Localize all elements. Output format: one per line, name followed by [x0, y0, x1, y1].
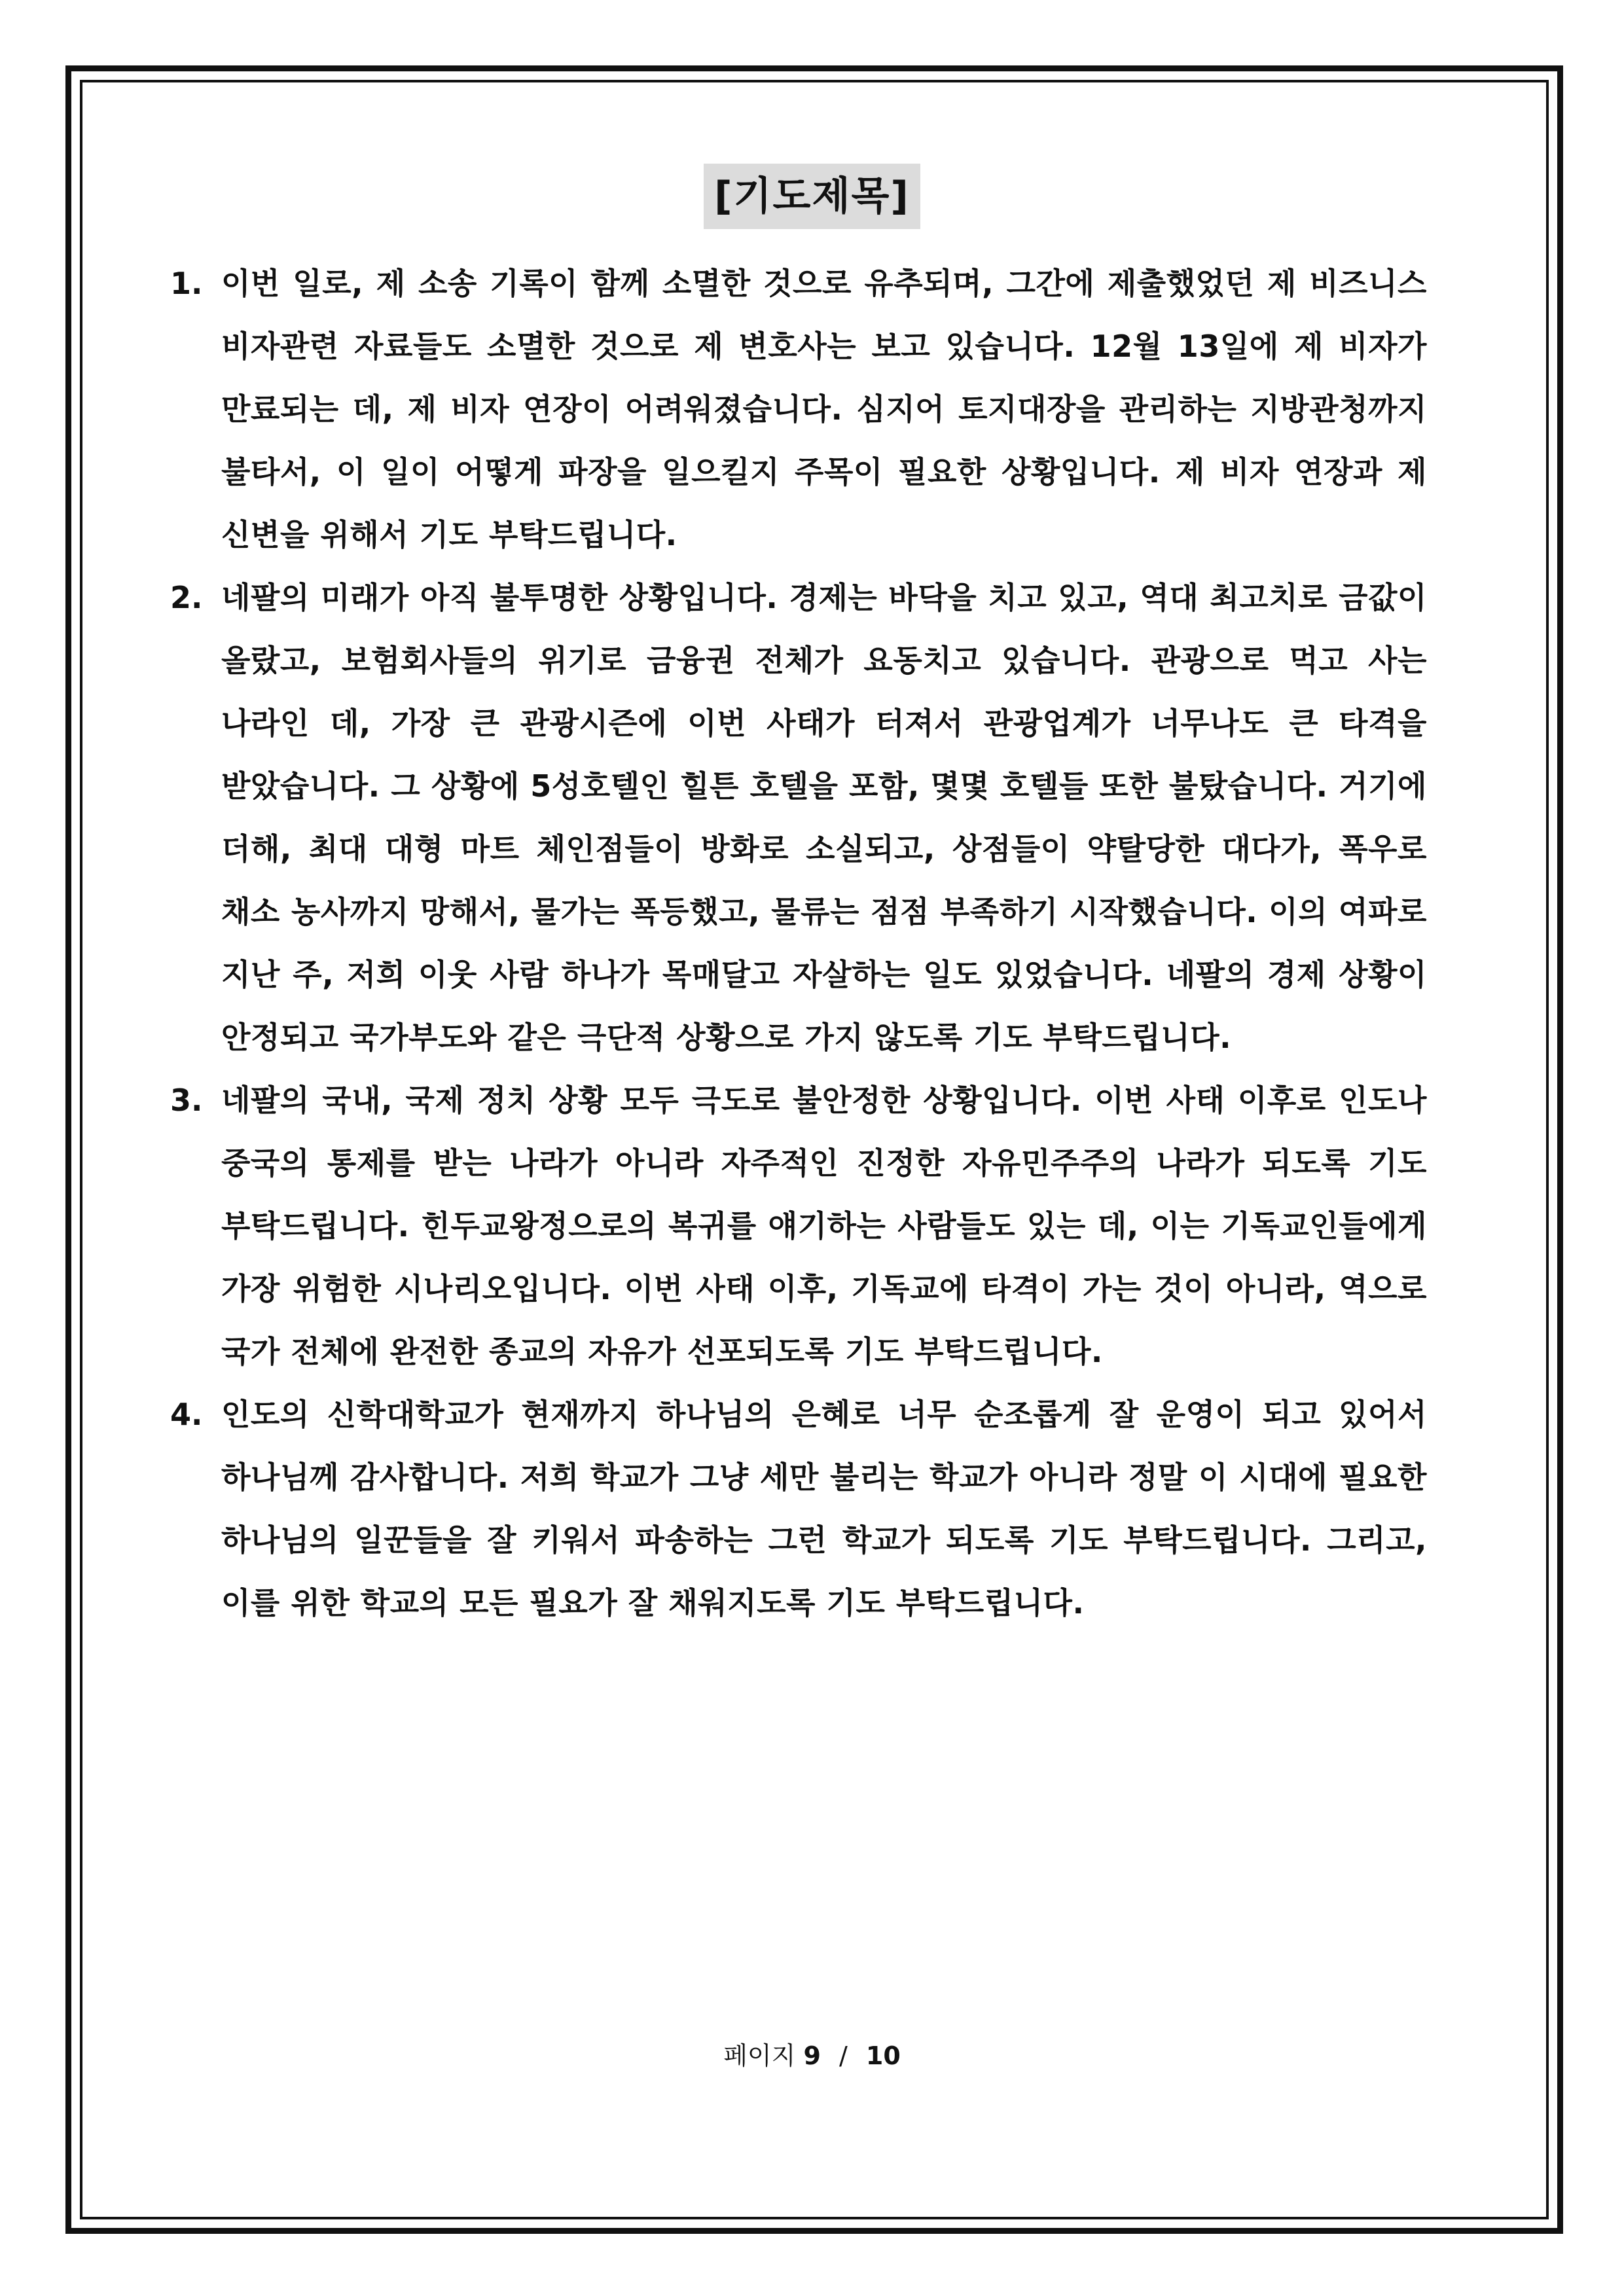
list-item	[170, 252, 1427, 566]
item-number: 4.	[170, 1397, 203, 1432]
item-number: 1.	[170, 266, 203, 301]
page-total: 10	[865, 2041, 901, 2070]
page-footer	[0, 2036, 1624, 2072]
list-item	[170, 1383, 1427, 1634]
page-separator: /	[839, 2041, 848, 2070]
item-text: 인도의 신학대학교가 현재까지 하나님의 은혜로 너무 순조롭게 잘 운영이 되고 있어서 하나님께 감사합니다. 저희 학교가 그냥 세만 불리는 학교가 아니라 정말 이 시대에 필요한 하나님의 일꾼들을 잘 키워서 파송하는 그런 학교가 되도록 기도 부탁드립니다. 그리고, 이를 위한 학교의 모든 필요가 잘 채워지도록 기도 부탁드립니다.	[221, 1397, 1427, 1621]
item-text: 이번 일로, 제 소송 기록이 함께 소멸한 것으로 유추되며, 그간에 제출했었던 제 비즈니스 비자관련 자료들도 소멸한 것으로 제 변호사는 보고 있습니다. 12월 13일에 제 비자가 만료되는 데, 제 비자 연장이 어려워졌습니다. 심지어 토지대장을 관리하는 지방관청까지 불타서, 이 일이 어떻게 파장을 일으킬지 주목이 필요한 상황입니다. 제 비자 연장과 제 신변을 위해서 기도 부탁드립니다.	[221, 266, 1427, 552]
item-number: 3.	[170, 1083, 203, 1118]
list-item	[170, 566, 1427, 1069]
prayer-list	[170, 252, 1427, 1634]
list-item	[170, 1069, 1427, 1383]
title-container	[0, 164, 1624, 229]
item-number: 2.	[170, 580, 203, 615]
item-text: 네팔의 국내, 국제 정치 상황 모두 극도로 불안정한 상황입니다. 이번 사태 이후로 인도나 중국의 통제를 받는 나라가 아니라 자주적인 진정한 자유민주주의 나라가 되도록 기도 부탁드립니다. 힌두교왕정으로의 복귀를 얘기하는 사람들도 있는 데, 이는 기독교인들에게 가장 위험한 시나리오입니다. 이번 사태 이후, 기독교에 타격이 가는 것이 아니라, 역으로 국가 전체에 완전한 종교의 자유가 선포되도록 기도 부탁드립니다.	[221, 1083, 1427, 1369]
page-current: 9	[803, 2041, 821, 2070]
page-title: [기도제목]	[704, 164, 920, 229]
page-label: 페이지	[723, 2041, 796, 2070]
item-text: 네팔의 미래가 아직 불투명한 상황입니다. 경제는 바닥을 치고 있고, 역대 최고치로 금값이 올랐고, 보험회사들의 위기로 금융권 전체가 요동치고 있습니다. 관광으로 먹고 사는 나라인 데, 가장 큰 관광시즌에 이번 사태가 터져서 관광업계가 너무나도 큰 타격을 받았습니다. 그 상황에 5성호텔인 힐튼 호텔을 포함, 몇몇 호텔들 또한 불탔습니다. 거기에 더해, 최대 대형 마트 체인점들이 방화로 소실되고, 상점들이 약탈당한 대다가, 폭우로 채소 농사까지 망해서, 물가는 폭등했고, 물류는 점점 부족하기 시작했습니다. 이의 여파로 지난 주, 저희 이웃 사람 하나가 목매달고 자살하는 일도 있었습니다. 네팔의 경제 상황이 안정되고 국가부도와 같은 극단적 상황으로 가지 않도록 기도 부탁드립니다.	[221, 580, 1427, 1055]
